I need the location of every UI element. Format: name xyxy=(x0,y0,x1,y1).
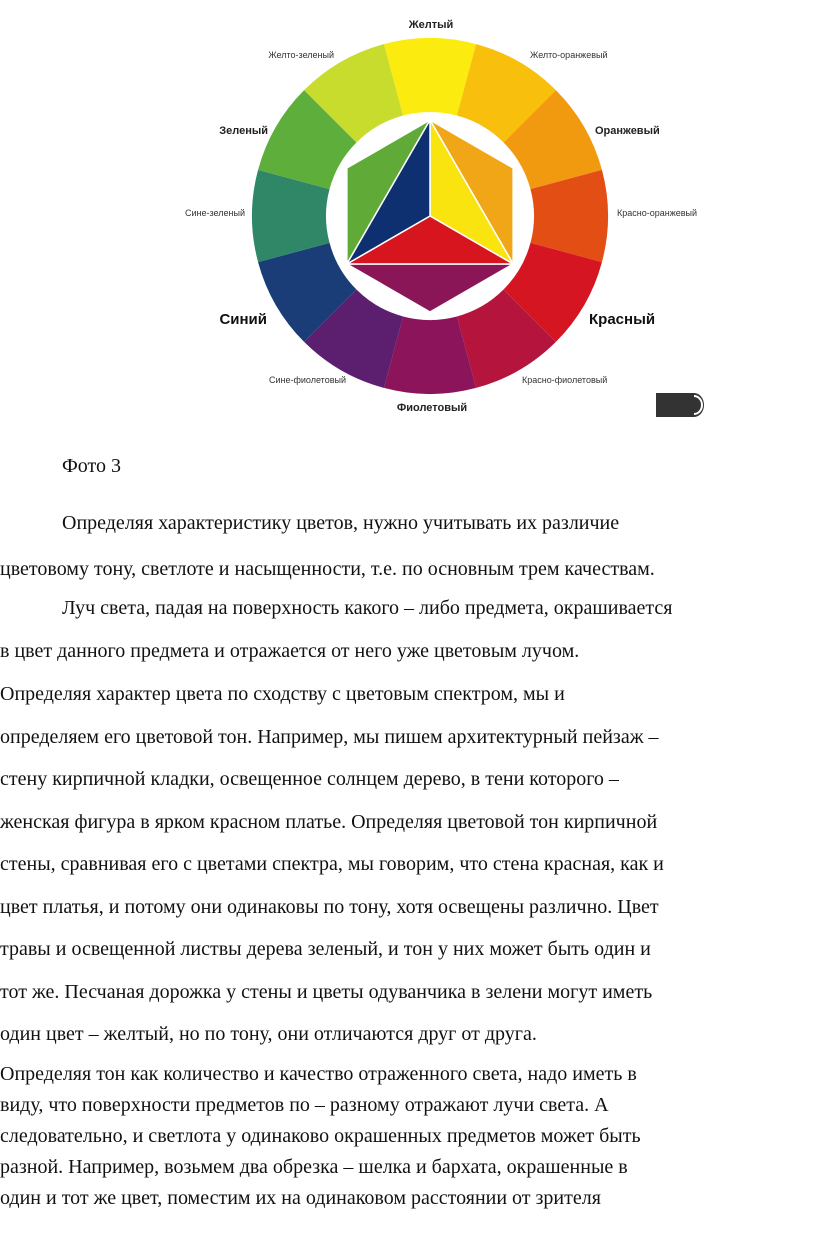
text-line: один и тот же цвет, поместим их на одинаковом расстоянии от зрителя xyxy=(0,1187,601,1209)
label-yellow: Желтый xyxy=(408,19,454,31)
text-line: травы и освещенной листвы дерева зеленый, и тон у них может быть один и xyxy=(0,938,651,960)
color-wheel-inner-triangles xyxy=(347,120,513,312)
text-line: в цвет данного предмета и отражается от него уже цветовым лучом. xyxy=(0,640,580,662)
label-green: Зеленый xyxy=(219,125,268,137)
text-line: определяем его цветовой тон. Например, мы пишем архитектурный пейзаж – xyxy=(0,726,659,748)
text-line: стены, сравнивая его с цветами спектра, мы говорим, что стена красная, как и xyxy=(0,853,664,875)
text-line: женская фигура в ярком красном платье. Определяя цветовой тон кирпичной xyxy=(0,811,658,833)
text-line: Определяя характер цвета по сходству с цветовым спектром, мы и xyxy=(0,683,565,705)
label-violet: Фиолетовый xyxy=(396,402,468,414)
color-wheel-figure xyxy=(0,0,816,430)
photo-caption: Фото 3 xyxy=(62,455,122,477)
text-line: виду, что поверхности предметов по – разному отражают лучи света. А xyxy=(0,1094,609,1116)
label-orange: Оранжевый xyxy=(595,125,660,137)
text-line: Определяя характеристику цветов, нужно учитывать их различие xyxy=(62,512,620,534)
label-red: Красный xyxy=(589,311,656,328)
text-line: Луч света, падая на поверхность какого – либо предмета, окрашивается xyxy=(62,597,673,619)
label-yellow-green: Желто-зеленый xyxy=(268,50,334,60)
text-line: цветовому тону, светлоте и насыщенности, т.е. по основным трем качествам. xyxy=(0,558,655,580)
text-line: Определяя тон как количество и качество отраженного света, надо иметь в xyxy=(0,1063,637,1085)
battery-icon xyxy=(656,393,704,417)
label-blue-green: Сине-зеленый xyxy=(185,208,245,218)
text-line: разной. Например, возьмем два обрезка – шелка и бархата, окрашенные в xyxy=(0,1156,628,1178)
text-line: следовательно, и светлота у одинаково окрашенных предметов может быть xyxy=(0,1125,641,1147)
label-yellow-orange: Желто-оранжевый xyxy=(530,50,608,60)
text-line: стену кирпичной кладки, освещенное солнцем дерево, в тени которого – xyxy=(0,768,619,790)
label-blue: Синий xyxy=(219,311,267,328)
label-red-orange: Красно-оранжевый xyxy=(617,208,698,218)
text-line: тот же. Песчаная дорожка у стены и цветы одуванчика в зелени могут иметь xyxy=(0,981,653,1003)
label-red-violet: Красно-фиолетовый xyxy=(522,375,608,385)
text-line: цвет платья, и потому они одинаковы по тону, хотя освещены различно. Цвет xyxy=(0,896,659,918)
text-line: один цвет – желтый, но по тону, они отличаются друг от друга. xyxy=(0,1023,537,1045)
label-blue-violet: Сине-фиолетовый xyxy=(268,375,346,385)
